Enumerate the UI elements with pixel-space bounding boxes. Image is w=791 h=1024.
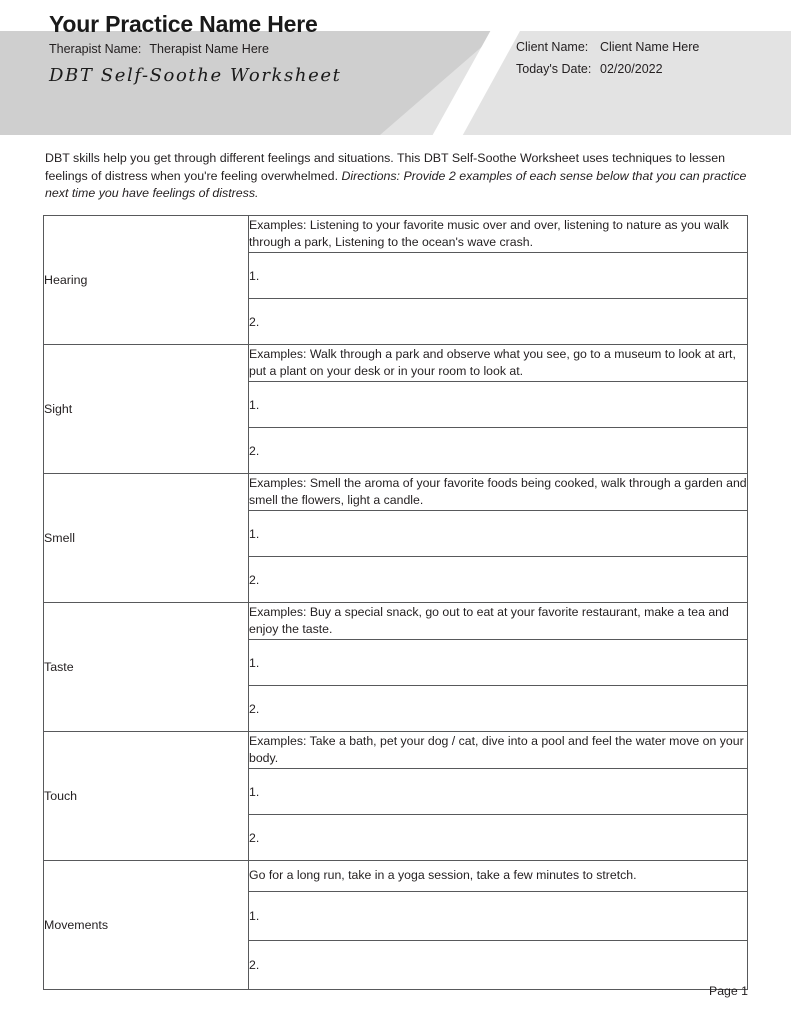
worksheet-table <box>43 215 748 990</box>
answer-field-movements-2[interactable]: 2. <box>249 940 748 989</box>
examples-movements: Go for a long run, take in a yoga session, take a few minutes to stretch. <box>249 861 748 892</box>
worksheet-title: DBT Self-Soothe Worksheet <box>49 65 342 86</box>
intro-text: DBT skills help you get through different feelings and situations. This DBT Self-Soothe Worksheet uses techniques to lessen feelings of distress when you're feeling overwhelmed. <box>45 151 726 183</box>
worksheet-body <box>44 216 748 990</box>
sense-label-movements: Movements <box>44 861 249 990</box>
examples-smell: Examples: Smell the aroma of your favorite foods being cooked, walk through a garden and smell the flowers, light a candle. <box>249 474 748 511</box>
examples-touch: Examples: Take a bath, pet your dog / cat, dive into a pool and feel the water move on your body. <box>249 732 748 769</box>
answer-field-smell-2[interactable]: 2. <box>249 557 748 603</box>
intro-paragraph <box>45 150 751 203</box>
sense-label-taste: Taste <box>44 603 249 732</box>
examples-taste: Examples: Buy a special snack, go out to eat at your favorite restaurant, make a tea and enjoy the taste. <box>249 603 748 640</box>
todays-date-value[interactable]: 02/20/2022 <box>600 62 663 76</box>
answer-field-hearing-2[interactable]: 2. <box>249 299 748 345</box>
practice-name: Your Practice Name Here <box>49 11 318 37</box>
header-left-block <box>49 10 449 87</box>
therapist-name-label: Therapist Name: <box>49 42 142 56</box>
table-row <box>44 732 748 769</box>
sense-label-sight: Sight <box>44 345 249 474</box>
page-footer <box>43 984 748 998</box>
answer-field-sight-1[interactable]: 1. <box>249 382 748 428</box>
answer-field-smell-1[interactable]: 1. <box>249 511 748 557</box>
table-row <box>44 861 748 892</box>
answer-field-taste-2[interactable]: 2. <box>249 686 748 732</box>
sense-label-touch: Touch <box>44 732 249 861</box>
therapist-name-row <box>49 42 449 57</box>
table-row <box>44 216 748 253</box>
answer-field-taste-1[interactable]: 1. <box>249 640 748 686</box>
client-name-value[interactable]: Client Name Here <box>600 40 700 54</box>
client-name-label: Client Name: <box>516 40 589 54</box>
table-row <box>44 345 748 382</box>
answer-field-touch-2[interactable]: 2. <box>249 815 748 861</box>
page-number-label: Page 1 <box>709 984 748 998</box>
todays-date-label: Today's Date: <box>516 62 592 76</box>
therapist-name-value[interactable]: Therapist Name Here <box>149 42 269 56</box>
examples-sight: Examples: Walk through a park and observe what you see, go to a museum to look at art, put a plant on your desk or in your room to look at. <box>249 345 748 382</box>
examples-hearing: Examples: Listening to your favorite music over and over, listening to nature as you walk through a park, Listening to the ocean's wave crash. <box>249 216 748 253</box>
answer-field-sight-2[interactable]: 2. <box>249 428 748 474</box>
sense-label-smell: Smell <box>44 474 249 603</box>
answer-field-hearing-1[interactable]: 1. <box>249 253 748 299</box>
intro-directions: Directions: Provide 2 examples of each sense below that you can practice next time you have feelings of distress. <box>45 168 747 200</box>
todays-date-row <box>516 58 699 80</box>
answer-field-touch-1[interactable]: 1. <box>249 769 748 815</box>
table-row <box>44 603 748 640</box>
answer-field-movements-1[interactable]: 1. <box>249 891 748 940</box>
header-right-block <box>516 36 699 80</box>
sense-label-hearing: Hearing <box>44 216 249 345</box>
table-row <box>44 474 748 511</box>
client-name-row <box>516 36 699 58</box>
